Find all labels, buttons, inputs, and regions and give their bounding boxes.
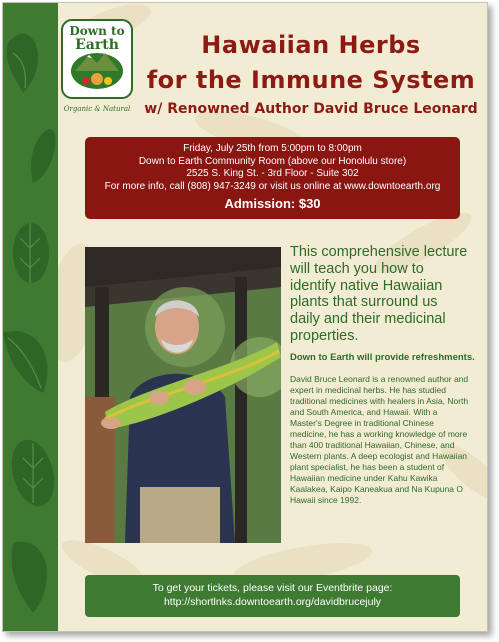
event-details-box — [85, 137, 460, 219]
logo-brand-line1: Down to — [69, 24, 125, 38]
event-admission: Admission: $30 — [224, 196, 321, 211]
logo-brand-line2: Earth — [75, 37, 119, 53]
tropical-leaves-icon — [3, 3, 58, 632]
left-decorative-band — [3, 3, 58, 632]
intro-text: This comprehensive lecture will teach you how to identify native Hawaiian plants that surround us daily and their medicinal properties. — [290, 244, 468, 344]
event-datetime: Friday, July 25th from 5:00pm to 8:00pm — [183, 143, 362, 154]
footer-line-1: To get your tickets, please visit our Eventbrite page: — [152, 582, 393, 594]
speaker-bio: David Bruce Leonard is a renowned author and expert in medicinal herbs. He has studied traditional medicines with healers in Asia, North and South America, and Hawaii. With a Master's Degree in traditional Chinese medicine, he has a working knowledge of more than 400 traditional Hawaiian, Chinese, and Western plants. A deep ecologist and Hawaiian plant specialist, he has been a student of Hawaiian medicine under Kahu Kawika Kaalakea, Kaipo Kaneakua and Na Kupuna O Hawaii since 1992. — [290, 374, 469, 505]
event-info: For more info, call (808) 947-3249 or visit us online at www.downtoearth.org — [104, 180, 441, 192]
speaker-photo — [85, 247, 281, 543]
flyer — [2, 2, 488, 632]
title-line-2: for the Immune System — [146, 66, 476, 94]
tickets-footer — [85, 575, 460, 617]
title-subtitle: w/ Renowned Author David Bruce Leonard — [144, 101, 478, 117]
logo-tagline: Organic & Natural — [63, 105, 131, 113]
title-line-1: Hawaiian Herbs — [201, 31, 421, 59]
event-venue: Down to Earth Community Room (above our Honolulu store) — [138, 155, 407, 167]
event-address: 2525 S. King St. - 3rd Floor - Suite 302 — [186, 168, 359, 179]
eventbrite-link[interactable]: http://shortlnks.downtoearth.org/davidbrucejuly — [163, 596, 382, 608]
down-to-earth-logo — [61, 19, 133, 119]
refreshments-note: Down to Earth will provide refreshments. — [290, 352, 475, 363]
